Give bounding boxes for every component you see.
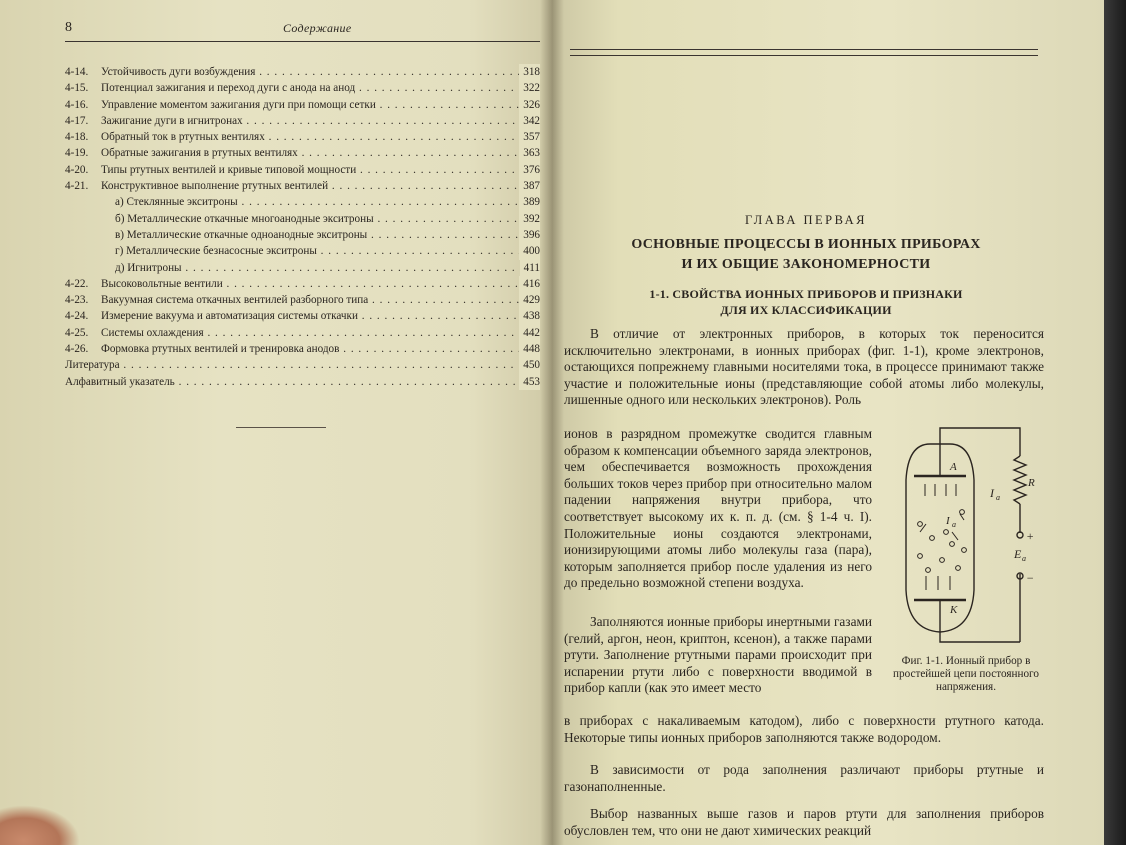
- top-rule: [570, 55, 1038, 56]
- toc-entry-page: 438: [519, 308, 540, 324]
- toc-entry: [65, 64, 540, 80]
- inner-current-subscript: a: [952, 520, 956, 529]
- toc-entry-title: Измерение вакуума и автоматизация системы откачки . . .: [101, 308, 540, 324]
- toc-entry-page: 400: [519, 243, 540, 259]
- chapter-title: [580, 235, 1032, 275]
- chapter-title-line: И ИХ ОБЩИЕ ЗАКОНОМЕРНОСТИ: [681, 257, 931, 272]
- toc-entry-number: 4-14.: [65, 66, 89, 78]
- header-rule: [65, 41, 540, 42]
- toc-entry-page: 448: [519, 341, 540, 357]
- toc-entry-page: 389: [519, 194, 540, 210]
- toc-entry-number: 4-24.: [65, 310, 89, 323]
- paragraph: Заполняются ионные приборы инертными газами (гелий, аргон, неон, криптон, ксенон), а также парами ртути. Заполнение ртутными парами происходит при испарении ртути либо с поверхности вводимой в прибор капли (как это имеет место: [564, 614, 872, 696]
- toc-entry: [65, 194, 540, 210]
- finger: [0, 805, 80, 845]
- resistor-label: R: [1028, 477, 1035, 489]
- toc-entry-title: г) Металлические безнасосные экситроны . . .: [115, 243, 540, 259]
- toc-entry-number: 4-21.: [65, 180, 89, 193]
- anode-label: A: [950, 461, 957, 473]
- toc-entry-page: 342: [519, 113, 540, 129]
- toc-entry-page: 322: [519, 80, 540, 96]
- chapter-kicker: ГЛАВА ПЕРВАЯ: [744, 213, 868, 227]
- paragraph: ионов в разрядном промежутке сводится главным образом к компенсации объемного заряда электронов, чем обеспечивается возможность прохождения больших токов через прибор при относительно малом падении напряжения внутри прибора, что соответствует высокому их к. п. д. (см. § 1-4 ч. I). Положительные ионы создаются электронами, ионизирующими атомы либо молекулы газа (пара), которым заполняется прибор после удаления из него до предельно возможной степени воздуха.: [564, 426, 872, 591]
- toc-entry: [65, 145, 540, 161]
- toc-entry-number: 4-17.: [65, 114, 89, 127]
- book-gutter: [540, 0, 564, 845]
- toc-entry-page: 376: [519, 162, 540, 178]
- toc-entry-title: Управление моментом зажигания дуги при помощи сетки . . .: [101, 97, 540, 113]
- figure-1-1: [880, 420, 1045, 650]
- source-label: E: [1014, 547, 1022, 561]
- toc-entry: [65, 227, 540, 243]
- running-head: [65, 20, 540, 42]
- toc-entry-title: Вакуумная система откачных вентилей разборного типа . . .: [101, 292, 540, 308]
- inner-current-label: I: [946, 515, 950, 527]
- paragraph: В зависимости от рода заполнения различают приборы ртутные и газонаполненные.: [564, 762, 1044, 794]
- toc-entry-number: 4-20.: [65, 163, 89, 176]
- toc-entry-title: Высоковольтные вентили . . .: [101, 276, 540, 292]
- current-label: I: [990, 486, 994, 500]
- toc-entry: [65, 97, 540, 113]
- table-of-contents: [65, 64, 540, 390]
- top-rule: [570, 49, 1038, 50]
- toc-entry: [65, 129, 540, 145]
- toc-entry-title: Алфавитный указатель . . .: [65, 374, 540, 390]
- toc-entry-page: 396: [519, 227, 540, 243]
- toc-entry: [65, 276, 540, 292]
- cathode-label: K: [950, 604, 958, 616]
- toc-entry-page: 442: [519, 325, 540, 341]
- toc-entry-page: 453: [519, 374, 540, 390]
- current-subscript: a: [996, 493, 1000, 502]
- running-head-title: Содержание: [283, 21, 352, 35]
- resistor-coil: [1014, 456, 1026, 504]
- toc-entry: [65, 308, 540, 324]
- toc-entry-page: 411: [520, 260, 540, 276]
- toc-entry-number: 4-18.: [65, 131, 89, 144]
- toc-entry-title: Обратные зажигания в ртутных вентилях . . .: [101, 145, 540, 161]
- toc-entry-number: 4-23.: [65, 294, 89, 307]
- toc-entry: [65, 162, 540, 178]
- toc-entry: [65, 243, 540, 259]
- ion-device-diagram: [880, 420, 1045, 650]
- toc-entry: [65, 357, 540, 373]
- toc-entry-title: б) Металлические откачные многоанодные экситроны . . .: [115, 211, 540, 227]
- toc-entry-number: 4-22.: [65, 277, 89, 290]
- toc-entry-title: Системы охлаждения . . .: [101, 325, 540, 341]
- chapter-title-line: ОСНОВНЫЕ ПРОЦЕССЫ В ИОННЫХ ПРИБОРАХ: [631, 237, 981, 252]
- toc-entry: [65, 80, 540, 96]
- source-subscript: a: [1022, 554, 1026, 563]
- minus-label: −: [1026, 571, 1035, 585]
- toc-entry: [65, 292, 540, 308]
- toc-entry-title: д) Игнитроны . . .: [115, 260, 540, 276]
- toc-entry: [65, 113, 540, 129]
- plus-label: +: [1026, 529, 1035, 543]
- toc-entry: [65, 341, 540, 357]
- paragraph: В отличие от электронных приборов, в которых ток переносится исключительно электронами, в ионных приборах (фиг. 1-1), кроме электронов, остающихся попрежнему главными носителями тока, в процессе принимают также участие и положительные ионы (представляющие собой атомы либо молекулы, лишенные одного или нескольких электронов). Роль: [564, 326, 1044, 408]
- paragraph: в приборах с накаливаемым катодом), либо с поверхности ртутного катода. Некоторые типы ионных приборов заполняются также водородом.: [564, 713, 1044, 745]
- figure-caption: Фиг. 1-1. Ионный прибор в простейшей цепи постоянного напряжения.: [893, 655, 1039, 694]
- toc-entry-title: Типы ртутных вентилей и кривые типовой мощности . . .: [101, 162, 540, 178]
- toc-entry-title: Литература . . .: [65, 357, 540, 373]
- toc-entry-page: 326: [519, 97, 540, 113]
- paragraph: Выбор названных выше газов и паров ртути для заполнения приборов обусловлен тем, что они не дают химических реакций: [564, 806, 1044, 838]
- section-title-line: ДЛЯ ИХ КЛАССИФИКАЦИИ: [720, 303, 892, 317]
- section-title-line: 1-1. СВОЙСТВА ИОННЫХ ПРИБОРОВ И ПРИЗНАКИ: [649, 287, 963, 301]
- toc-entry-page: 392: [519, 211, 540, 227]
- toc-entry-title: Зажигание дуги в игнитронах . . .: [101, 113, 540, 129]
- toc-entry-title: Устойчивость дуги возбуждения . . .: [101, 64, 540, 80]
- electron-arrows: [920, 484, 964, 590]
- toc-entry: [65, 211, 540, 227]
- toc-entry-title: Конструктивное выполнение ртутных вентилей . . .: [101, 178, 540, 194]
- page-number: 8: [65, 20, 72, 35]
- toc-entry: [65, 178, 540, 194]
- toc-entry-title: Формовка ртутных вентилей и тренировка анодов . . .: [101, 341, 540, 357]
- toc-entry-page: 416: [519, 276, 540, 292]
- end-rule: [236, 427, 326, 428]
- toc-entry-number: 4-15.: [65, 82, 89, 95]
- toc-entry-number: 4-19.: [65, 147, 89, 160]
- book-cover-edge: [1104, 0, 1126, 845]
- toc-entry-number: 4-16.: [65, 98, 89, 111]
- toc-entry-page: 450: [519, 357, 540, 373]
- toc-entry-page: 387: [519, 178, 540, 194]
- toc-entry-title: Обратный ток в ртутных вентилях . . .: [101, 129, 540, 145]
- toc-entry-title: в) Металлические откачные одноанодные экситроны . . .: [115, 227, 540, 243]
- toc-entry-page: 357: [519, 129, 540, 145]
- ion-circles: [918, 510, 967, 573]
- toc-entry-page: 429: [519, 292, 540, 308]
- toc-entry-page: 318: [519, 64, 540, 80]
- section-title: [580, 286, 1032, 318]
- toc-entry: [65, 260, 540, 276]
- toc-entry-number: 4-26.: [65, 343, 89, 356]
- toc-entry: [65, 325, 540, 341]
- toc-entry-title: Потенциал зажигания и переход дуги с анода на анод . . .: [101, 80, 540, 96]
- toc-entry-number: 4-25.: [65, 326, 89, 339]
- toc-entry: [65, 374, 540, 390]
- toc-entry-page: 363: [519, 145, 540, 161]
- toc-entry-title: а) Стеклянные экситроны . . .: [115, 194, 540, 210]
